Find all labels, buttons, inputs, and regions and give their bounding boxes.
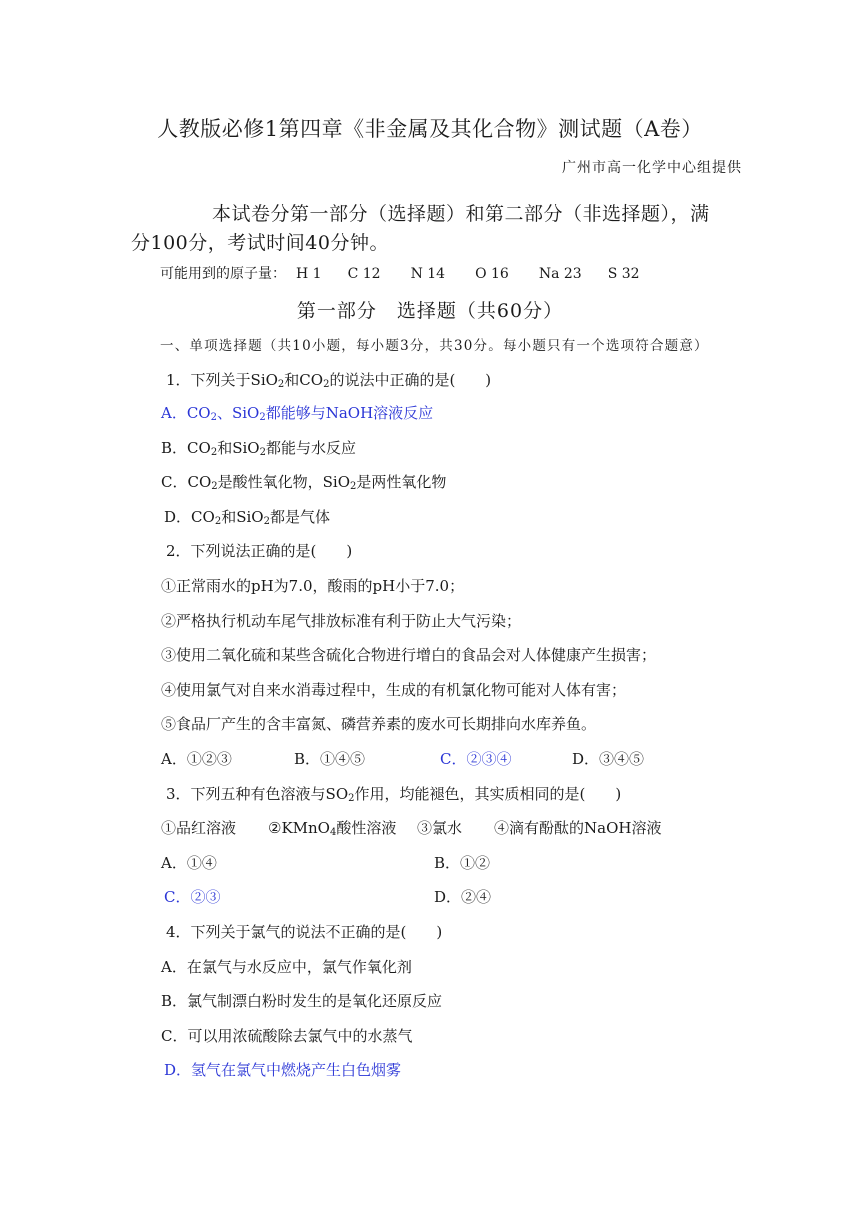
option-text: 都能够与NaOH溶液反应	[265, 404, 434, 422]
atomic-mass-h: H 1	[296, 266, 322, 282]
q1-stem-part: 1．下列关于SiO	[166, 371, 278, 389]
option-text: 和SiO	[217, 439, 260, 457]
q3-item-sub: 4	[329, 827, 337, 838]
intro-line-2: 分100分，考试时间40分钟。	[131, 232, 389, 254]
q2-statement-4: ④使用氯气对自来水消毒过程中，生成的有机氯化物可能对人体有害；	[161, 681, 627, 699]
option-text: 和SiO	[221, 508, 264, 526]
exam-title: 人教版必修1第四章《非金属及其化合物》测试题（A卷）	[157, 117, 703, 141]
q3-stem-sub: 2	[348, 793, 355, 804]
q2-option-c: C．②③④	[440, 750, 512, 768]
option-sub: 2	[263, 516, 270, 527]
option-text: 是两性氧化物	[356, 473, 447, 491]
q3-stem-part: 3．下列五种有色溶液与SO	[166, 785, 349, 803]
option-text: 都是气体	[269, 508, 330, 526]
exam-credit: 广州市高一化学中心组提供	[562, 160, 742, 176]
q4-option-c: C．可以用浓硫酸除去氯气中的水蒸气	[161, 1027, 413, 1045]
q3-item-1: ①品红溶液	[161, 819, 237, 837]
q1-stem-part: 的说法中正确的是( )	[329, 371, 492, 389]
intro-line-1: 本试卷分第一部分（选择题）和第二部分（非选择题），满	[212, 203, 710, 225]
q2-option-b: B．①④⑤	[294, 750, 366, 768]
option-sub: 2	[350, 481, 357, 492]
q3-option-a: A．①④	[161, 854, 217, 872]
q3-option-b: B．①②	[434, 854, 491, 872]
q3-item-2	[268, 818, 396, 838]
q3-item-4: ④滴有酚酞的NaOH溶液	[494, 819, 662, 837]
option-sub: 2	[210, 447, 218, 458]
option-text: 、SiO	[216, 404, 260, 422]
q1-stem-sub: 2	[277, 379, 285, 390]
q2-option-d: D．③④⑤	[572, 750, 645, 768]
option-text: B．CO	[161, 439, 211, 457]
option-text: C．CO	[161, 473, 212, 491]
q2-option-a: A．①②③	[161, 750, 232, 768]
q3-stem-part: 作用，均能褪色，其实质相同的是( )	[354, 785, 622, 803]
q2-statement-5: ⑤食品厂产生的含丰富氮、磷营养素的废水可长期排向水库养鱼。	[161, 715, 597, 733]
q2-stem: 2．下列说法正确的是( )	[166, 542, 353, 560]
option-sub: 2	[210, 412, 217, 423]
q4-option-d: D．氢气在氯气中燃烧产生白色烟雾	[164, 1061, 402, 1079]
option-text: D．CO	[164, 508, 215, 526]
q3-item-3: ③氯水	[417, 819, 463, 837]
q4-option-a: A．在氯气与水反应中，氯气作氧化剂	[161, 958, 412, 976]
q4-stem: 4．下列关于氯气的说法不正确的是( )	[166, 923, 443, 941]
option-text: 都能与水反应	[265, 439, 356, 457]
atomic-masses-label: 可能用到的原子量：	[160, 266, 286, 282]
option-sub: 2	[214, 516, 222, 527]
q1-option-b	[161, 438, 356, 458]
atomic-mass-n: N 14	[410, 266, 446, 282]
q2-statement-3: ③使用二氧化硫和某些含硫化合物进行增白的食品会对人体健康产生损害；	[161, 646, 657, 664]
atomic-mass-na: Na 23	[538, 266, 582, 282]
q1-stem	[166, 370, 491, 390]
section-1-title: 第一部分 选择题（共60分）	[296, 300, 564, 322]
option-sub: 2	[211, 481, 218, 492]
atomic-mass-o: O 16	[475, 266, 509, 282]
q3-stem	[166, 784, 621, 804]
option-text: 是酸性氧化物，SiO	[217, 473, 351, 491]
q2-statement-1: ①正常雨水的pH为7.0，酸雨的pH小于7.0；	[161, 577, 465, 595]
q1-stem-part: 和CO	[284, 371, 324, 389]
section-1-instructions: 一、单项选择题（共10小题，每小题3分，共30分。每小题只有一个选项符合题意）	[160, 338, 709, 354]
q4-option-b: B．氯气制漂白粉时发生的是氧化还原反应	[161, 992, 443, 1010]
q1-option-d	[164, 507, 330, 527]
option-sub: 2	[259, 447, 266, 458]
q3-item-text: 酸性溶液	[336, 819, 397, 837]
atomic-mass-s: S 32	[607, 266, 640, 282]
q1-option-a	[161, 403, 433, 423]
atomic-mass-c: C 12	[347, 266, 381, 282]
q2-statement-2: ②严格执行机动车尾气排放标准有利于防止大气污染；	[161, 612, 522, 630]
option-sub: 2	[259, 412, 266, 423]
atomic-masses	[160, 264, 666, 284]
q3-option-d: D．②④	[434, 888, 492, 906]
q1-stem-sub: 2	[323, 379, 330, 390]
q3-option-c: C．②③	[164, 888, 221, 906]
option-text: A．CO	[161, 404, 211, 422]
q1-option-c	[161, 472, 446, 492]
q3-item-text: ②KMnO	[268, 819, 330, 837]
